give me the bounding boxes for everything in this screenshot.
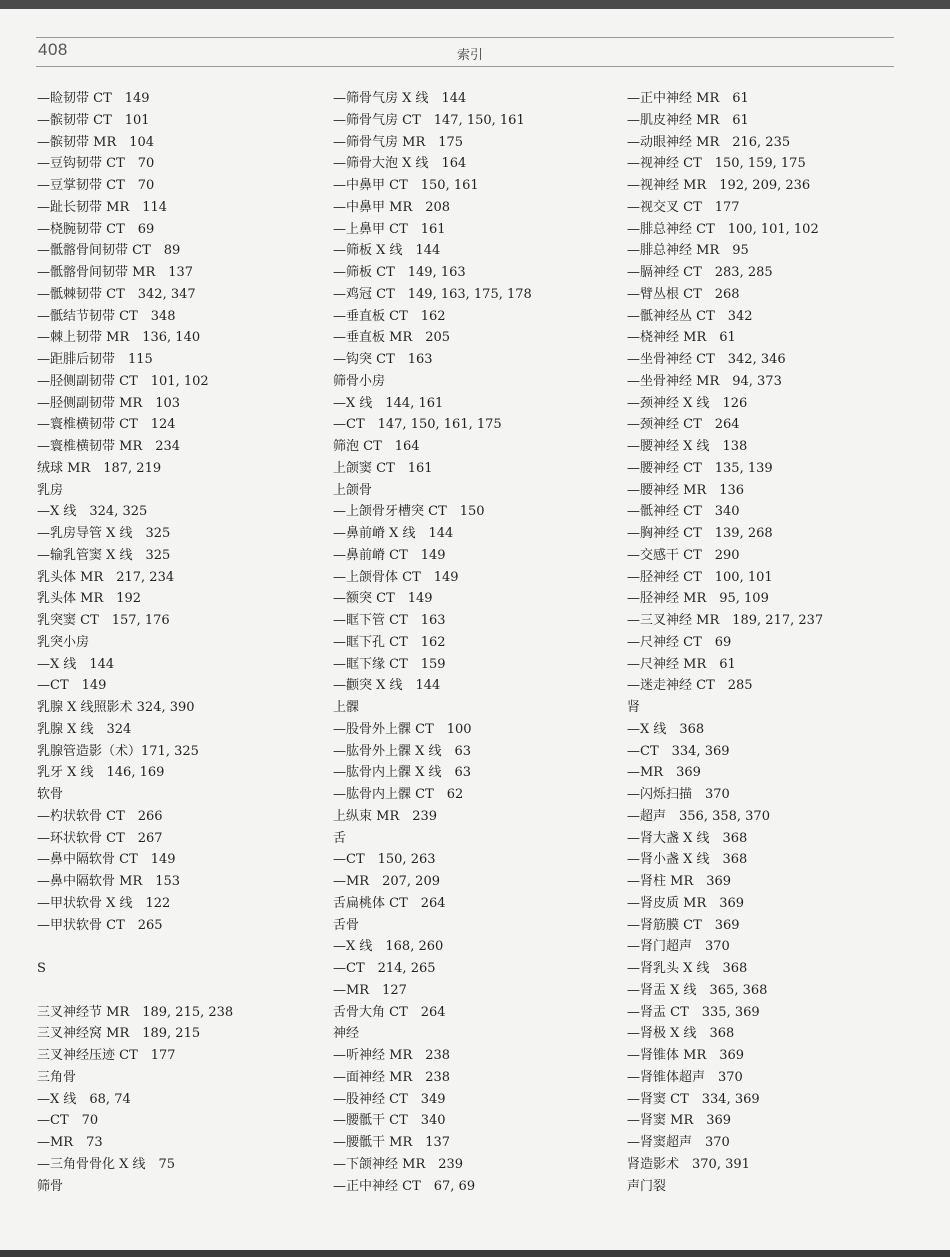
index-entry: —MR 369: [627, 765, 701, 781]
header-rule-top: [36, 37, 894, 38]
index-entry: —CT 334, 369: [627, 743, 730, 759]
index-entry: —眶下缘 CT 159: [333, 656, 446, 672]
index-entry: S: [37, 961, 46, 976]
index-entry: —骶棘韧带 CT 342, 347: [37, 286, 196, 302]
index-entry: —桡神经 MR 61: [627, 330, 736, 346]
index-entry: —腓总神经 MR 95: [627, 243, 749, 259]
index-entry: 舌扁桃体 CT 264: [333, 895, 446, 911]
index-entry: —MR 207, 209: [333, 874, 440, 889]
index-entry: —输乳管窦 X 线 325: [37, 547, 171, 563]
index-entry: —额突 CT 149: [333, 591, 433, 607]
index-entry: —肾筋膜 CT 369: [627, 917, 740, 933]
index-entry: —肾门超声 370: [627, 939, 730, 955]
index-entry: 乳牙 X 线 146, 169: [37, 765, 165, 781]
index-entry: 舌: [333, 830, 347, 846]
index-entry: 神经: [333, 1026, 360, 1042]
index-entry: —上颌骨牙槽突 CT 150: [333, 504, 485, 520]
index-entry: —肾盂 X 线 365, 368: [627, 982, 768, 998]
index-entry: —胫侧副韧带 MR 103: [37, 395, 181, 411]
index-entry: 三叉神经节 MR 189, 215, 238: [37, 1004, 234, 1020]
index-entry: —肾柱 MR 369: [627, 874, 732, 889]
index-entry: —颈神经 X 线 126: [627, 395, 748, 411]
index-entry: —筛骨气房 X 线 144: [333, 91, 467, 106]
index-entry: —X 线 68, 74: [37, 1091, 131, 1107]
index-entry: 乳腺 X 线照影术 324, 390: [37, 700, 195, 715]
index-entry: —X 线 144, 161: [333, 395, 444, 411]
index-entry: —眶下管 CT 163: [333, 613, 446, 628]
index-entry: —肾乳头 X 线 368: [627, 961, 748, 976]
index-entry: —髌韧带 CT 101: [37, 112, 150, 128]
index-entry: —胫神经 CT 100, 101: [627, 569, 773, 585]
index-entry: —肾窦 MR 369: [627, 1113, 732, 1129]
index-entry: 乳头体 MR 217, 234: [37, 569, 175, 585]
index-entry: —肱骨内上髁 X 线 63: [333, 765, 472, 781]
index-entry: 上颌骨: [333, 482, 373, 498]
index-entry: —肾盂 CT 335, 369: [627, 1004, 760, 1020]
index-entry: —动眼神经 MR 216, 235: [627, 134, 791, 150]
index-entry: —肾锥体超声 370: [627, 1069, 743, 1085]
index-entry: —筛骨大泡 X 线 164: [333, 156, 467, 172]
index-entry: —正中神经 CT 67, 69: [333, 1178, 476, 1194]
index-entry: —筛骨气房 MR 175: [333, 134, 464, 150]
index-entry: 三叉神经压迹 CT 177: [37, 1048, 176, 1063]
index-entry: —视神经 CT 150, 159, 175: [627, 156, 806, 172]
index-entry: —CT 214, 265: [333, 961, 436, 976]
index-entry: —肾大盏 X 线 368: [627, 830, 748, 846]
index-entry: 三叉神经窝 MR 189, 215: [37, 1026, 201, 1042]
index-entry: —豆掌韧带 CT 70: [37, 178, 155, 193]
index-entry: —寰椎横韧带 MR 234: [37, 439, 181, 454]
index-entry: —正中神经 MR 61: [627, 91, 749, 106]
index-entry: 上纵束 MR 239: [333, 808, 438, 824]
index-entry: —杓状软骨 CT 266: [37, 808, 163, 824]
index-entry: 三角骨: [37, 1069, 77, 1085]
index-entry: —垂直板 CT 162: [333, 308, 446, 324]
index-entry: —胫神经 MR 95, 109: [627, 591, 769, 607]
spacer: [37, 980, 307, 1002]
index-entry: —骶髂骨间韧带 MR 137: [37, 265, 194, 280]
index-entry: —膈神经 CT 283, 285: [627, 265, 773, 280]
index-entry: —筛骨气房 CT 147, 150, 161: [333, 112, 525, 128]
index-entry: —股神经 CT 349: [333, 1091, 446, 1107]
index-entry: —骶髂骨间韧带 CT 89: [37, 243, 181, 259]
index-entry: —骶神经 CT 340: [627, 504, 740, 520]
index-entry: —颧突 X 线 144: [333, 678, 441, 694]
index-entry: 舌骨大角 CT 264: [333, 1004, 446, 1020]
index-entry: 上髁: [333, 700, 360, 715]
index-entry: —三叉神经 MR 189, 217, 237: [627, 613, 824, 628]
index-entry: —钩突 CT 163: [333, 352, 433, 367]
index-entry: —上鼻甲 CT 161: [333, 221, 446, 237]
index-entry: —乳房导管 X 线 325: [37, 526, 171, 541]
index-entry: 乳头体 MR 192: [37, 591, 142, 607]
index-entry: —腰神经 CT 135, 139: [627, 460, 773, 476]
index-entry: —睑韧带 CT 149: [37, 91, 150, 106]
index-column-3: [627, 88, 897, 1197]
index-entry: —X 线 324, 325: [37, 504, 148, 520]
index-entry: —距腓后韧带 115: [37, 352, 153, 367]
index-entry: —CT 70: [37, 1113, 99, 1129]
index-entry: 筛骨小房: [333, 373, 386, 389]
index-entry: —垂直板 MR 205: [333, 330, 451, 346]
index-entry: —鼻中隔软骨 CT 149: [37, 852, 176, 868]
index-entry: —CT 149: [37, 678, 107, 694]
index-entry: —肱骨外上髁 X 线 63: [333, 743, 472, 759]
index-entry: —骶结节韧带 CT 348: [37, 308, 176, 324]
index-entry: —迷走神经 CT 285: [627, 678, 753, 694]
index-entry: —下颌神经 MR 239: [333, 1156, 464, 1172]
index-entry: —腰神经 MR 136: [627, 482, 745, 498]
index-entry: —鸡冠 CT 149, 163, 175, 178: [333, 286, 532, 302]
index-entry: 乳腺管造影（术）171, 325: [37, 743, 199, 759]
index-entry: —鼻前嵴 X 线 144: [333, 526, 454, 541]
index-entry: —豆钩韧带 CT 70: [37, 156, 155, 172]
index-entry: —寰椎横韧带 CT 124: [37, 417, 176, 433]
index-entry: 声门裂: [627, 1178, 667, 1194]
index-entry: —腰神经 X 线 138: [627, 439, 748, 454]
index-entry: —颈神经 CT 264: [627, 417, 740, 433]
index-entry: 乳腺 X 线 324: [37, 721, 132, 737]
index-entry: —X 线 368: [627, 721, 705, 737]
index-entry: —肾窦超声 370: [627, 1135, 730, 1150]
index-entry: —甲状软骨 CT 265: [37, 917, 163, 933]
index-entry: —MR 73: [37, 1135, 103, 1150]
index-entry: —肾窦 CT 334, 369: [627, 1091, 760, 1107]
index-entry: —骶神经丛 CT 342: [627, 308, 753, 324]
index-entry: —腰骶干 MR 137: [333, 1135, 451, 1150]
index-entry: —筛板 X 线 144: [333, 243, 441, 259]
index-entry: —坐骨神经 CT 342, 346: [627, 352, 786, 367]
index-entry: 软骨: [37, 787, 64, 802]
index-entry: —听神经 MR 238: [333, 1048, 451, 1063]
index-entry: —超声 356, 358, 370: [627, 808, 770, 824]
spacer: [37, 936, 307, 958]
index-entry: —腰骶干 CT 340: [333, 1113, 446, 1129]
index-column-2: [333, 88, 603, 1197]
index-entry: —鼻中隔软骨 MR 153: [37, 874, 181, 889]
index-entry: —CT 147, 150, 161, 175: [333, 417, 502, 433]
index-column-1: [37, 88, 307, 1197]
index-entry: 乳突窦 CT 157, 176: [37, 613, 170, 628]
index-entry: —面神经 MR 238: [333, 1069, 451, 1085]
page-number: 408: [38, 40, 68, 59]
header-rule-bottom: [36, 66, 894, 67]
index-entry: 筛骨: [37, 1178, 64, 1194]
index-entry: —视神经 MR 192, 209, 236: [627, 178, 811, 193]
index-entry: —肾小盏 X 线 368: [627, 852, 748, 868]
scan-bottom-edge: [0, 1250, 950, 1257]
index-entry: 乳房: [37, 482, 64, 498]
index-entry: —中鼻甲 MR 208: [333, 199, 451, 215]
index-entry: —交感干 CT 290: [627, 547, 740, 563]
page-title: 索引: [456, 48, 483, 63]
index-entry: —臂丛根 CT 268: [627, 286, 740, 302]
index-entry: —坐骨神经 MR 94, 373: [627, 373, 782, 389]
scan-top-edge: [0, 0, 950, 9]
index-entry: —腓总神经 CT 100, 101, 102: [627, 221, 819, 237]
index-entry: —尺神经 CT 69: [627, 634, 732, 650]
index-entry: —X 线 168, 260: [333, 939, 444, 955]
index-entry: —MR 127: [333, 982, 407, 998]
index-entry: —肱骨内上髁 CT 62: [333, 787, 464, 802]
index-entry: 绒球 MR 187, 219: [37, 460, 162, 476]
index-entry: —中鼻甲 CT 150, 161: [333, 178, 479, 193]
index-entry: —X 线 144: [37, 656, 115, 672]
index-entry: —股骨外上髁 CT 100: [333, 721, 472, 737]
index-entry: —肌皮神经 MR 61: [627, 112, 749, 128]
index-entry: 肾造影术 370, 391: [627, 1156, 750, 1172]
index-entry: —筛板 CT 149, 163: [333, 265, 466, 280]
index-entry: —甲状软骨 X 线 122: [37, 895, 171, 911]
index-entry: —胫侧副韧带 CT 101, 102: [37, 373, 209, 389]
index-entry: —胸神经 CT 139, 268: [627, 526, 773, 541]
index-entry: —三角骨骨化 X 线 75: [37, 1156, 176, 1172]
index-entry: 肾: [627, 700, 641, 715]
index-entry: —趾长韧带 MR 114: [37, 199, 168, 215]
index-entry: —视交叉 CT 177: [627, 199, 740, 215]
index-entry: 上颌窦 CT 161: [333, 460, 433, 476]
index-entry: 乳突小房: [37, 634, 90, 650]
index-entry: 筛泡 CT 164: [333, 439, 420, 454]
index-entry: —肾极 X 线 368: [627, 1026, 735, 1042]
index-entry: —CT 150, 263: [333, 852, 436, 868]
index-entry: —鼻前嵴 CT 149: [333, 547, 446, 563]
index-entry: —桡腕韧带 CT 69: [37, 221, 155, 237]
index-entry: —上颌骨体 CT 149: [333, 569, 459, 585]
index-entry: —棘上韧带 MR 136, 140: [37, 330, 201, 346]
index-entry: —髌韧带 MR 104: [37, 134, 155, 150]
index-entry: —闪烁扫描 370: [627, 787, 730, 802]
index-entry: —眶下孔 CT 162: [333, 634, 446, 650]
index-entry: 舌骨: [333, 917, 360, 933]
index-entry: —肾皮质 MR 369: [627, 895, 745, 911]
index-entry: —肾锥体 MR 369: [627, 1048, 745, 1063]
index-entry: —尺神经 MR 61: [627, 656, 736, 672]
index-entry: —环状软骨 CT 267: [37, 830, 163, 846]
